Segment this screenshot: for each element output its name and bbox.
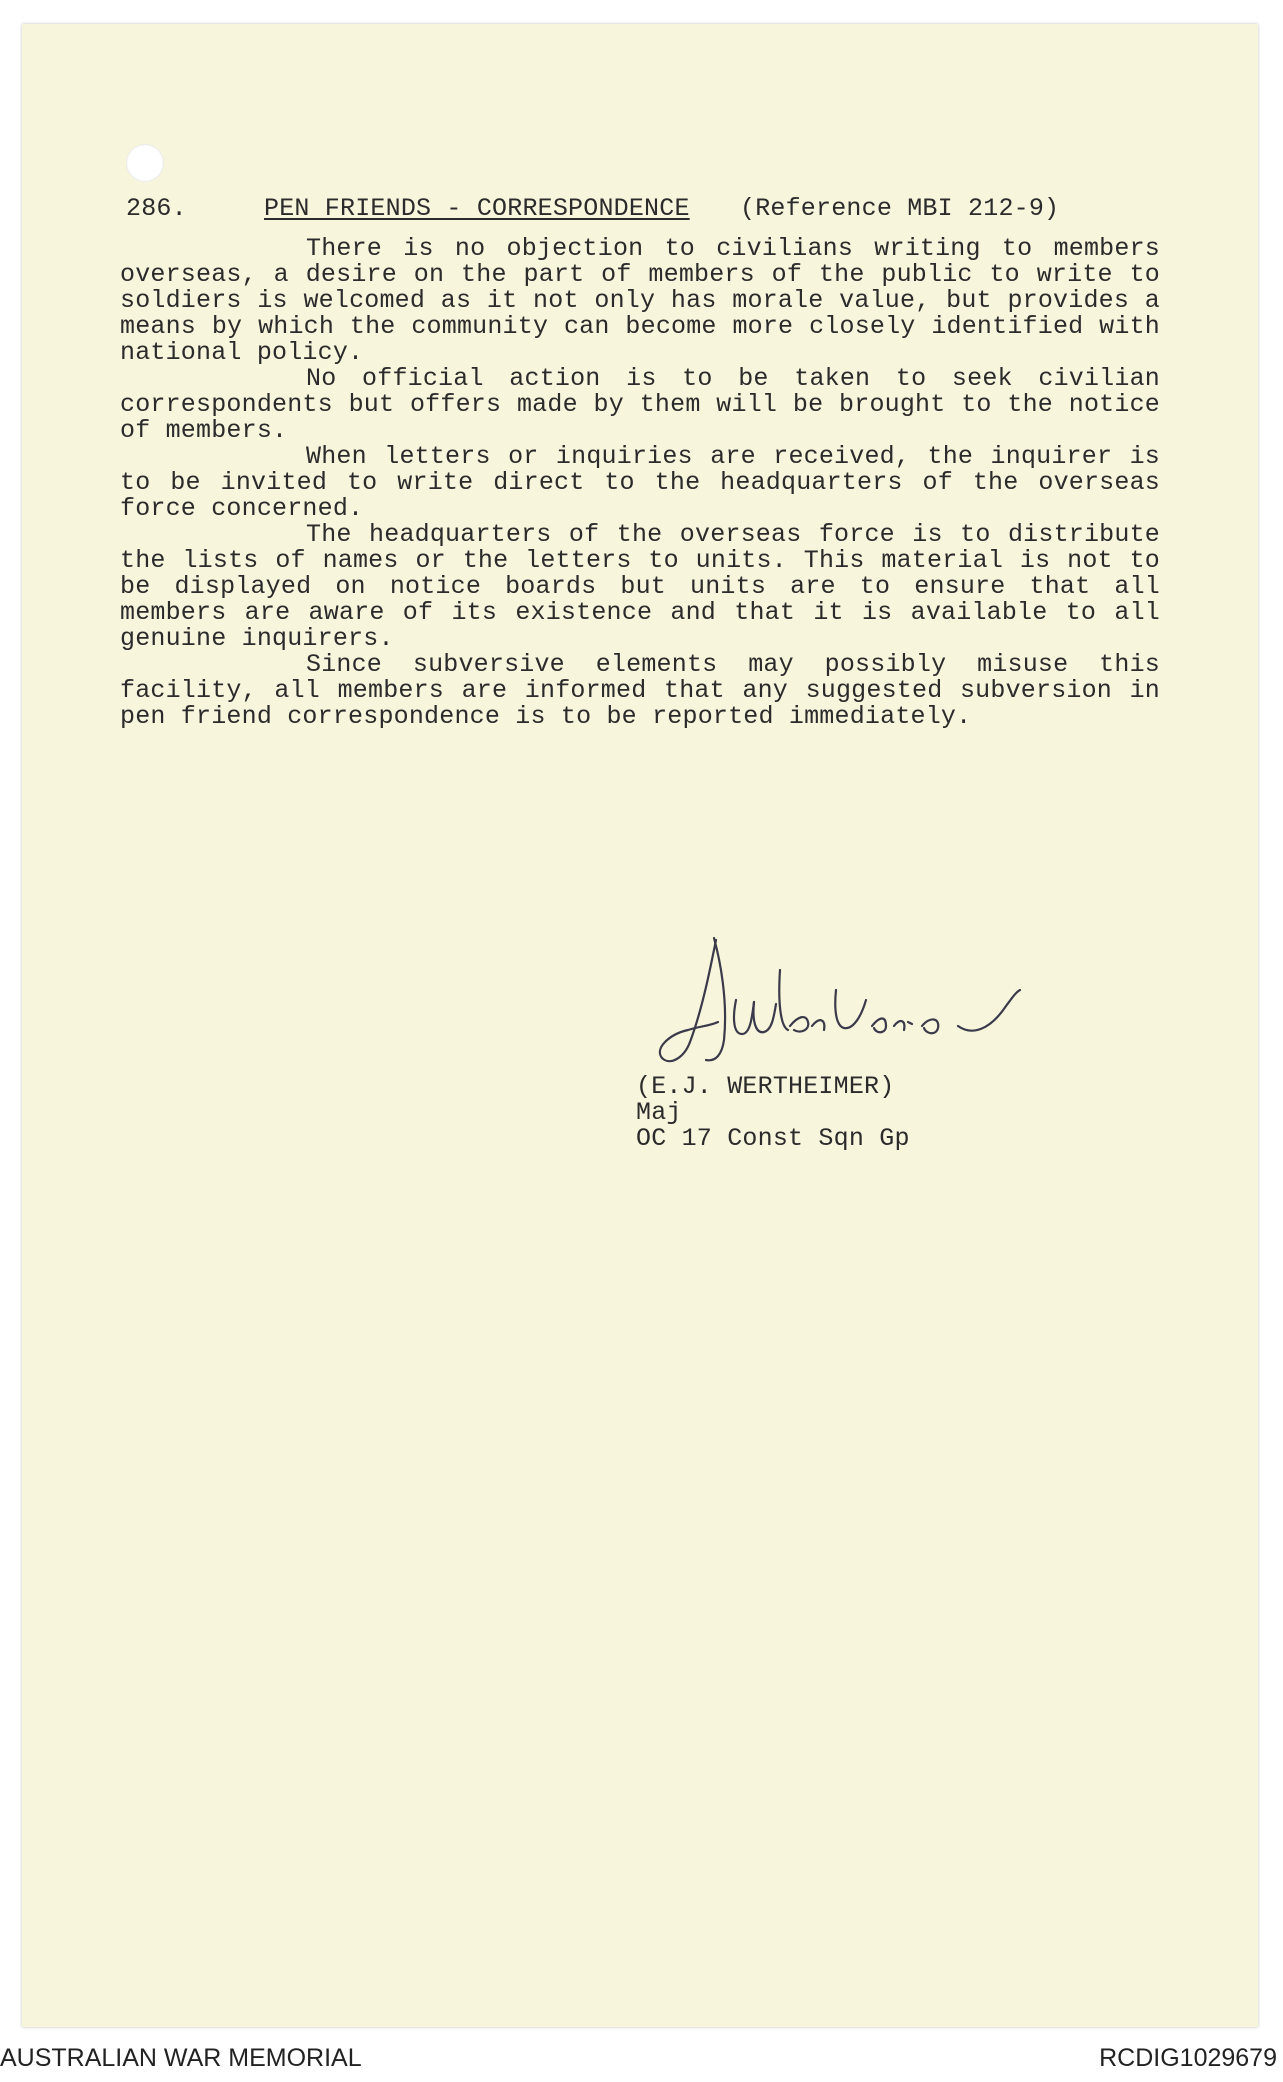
section-heading bbox=[126, 196, 1126, 226]
paragraph: There is no objection to civilians writing to members overseas, a desire on the part of members of the public to write to soldiers is welcomed as it not only has morale value, but provides a means by which the community can become more closely identified with national policy. bbox=[120, 234, 1160, 367]
section-title: PEN FRIENDS - CORRESPONDENCE bbox=[264, 194, 690, 223]
signatory-name: (E.J. WERTHEIMER) bbox=[636, 1072, 895, 1101]
paragraph: When letters or inquiries are received, the inquirer is to be invited to write direct to the headquarters of the overseas force concerned. bbox=[120, 442, 1160, 523]
body-text bbox=[120, 236, 1160, 730]
section-number: 286. bbox=[126, 194, 187, 223]
footer-institution: AUSTRALIAN WAR MEMORIAL bbox=[0, 2044, 362, 2072]
paragraph: Since subversive elements may possibly misuse this facility, all members are informed that any suggested subversion in pen friend correspondence is to be reported immediately. bbox=[120, 650, 1160, 731]
punch-hole bbox=[126, 144, 164, 182]
footer-record-id: RCDIG1029679 bbox=[1099, 2044, 1277, 2072]
signature-block bbox=[636, 1074, 1136, 1152]
paragraph: The headquarters of the overseas force is to distribute the lists of names or the letters to units. This material is not to be displayed on notice boards but units are to ensure that all members are aware of its existence and that it is available to all genuine inquirers. bbox=[120, 520, 1160, 653]
handwritten-signature bbox=[640, 930, 1060, 1080]
signatory-rank: Maj bbox=[636, 1098, 682, 1127]
signatory-position: OC 17 Const Sqn Gp bbox=[636, 1124, 910, 1153]
paragraph: No official action is to be taken to seek civilian correspondents but offers made by them will be brought to the notice of members. bbox=[120, 364, 1160, 445]
section-reference: (Reference MBI 212-9) bbox=[740, 194, 1060, 223]
